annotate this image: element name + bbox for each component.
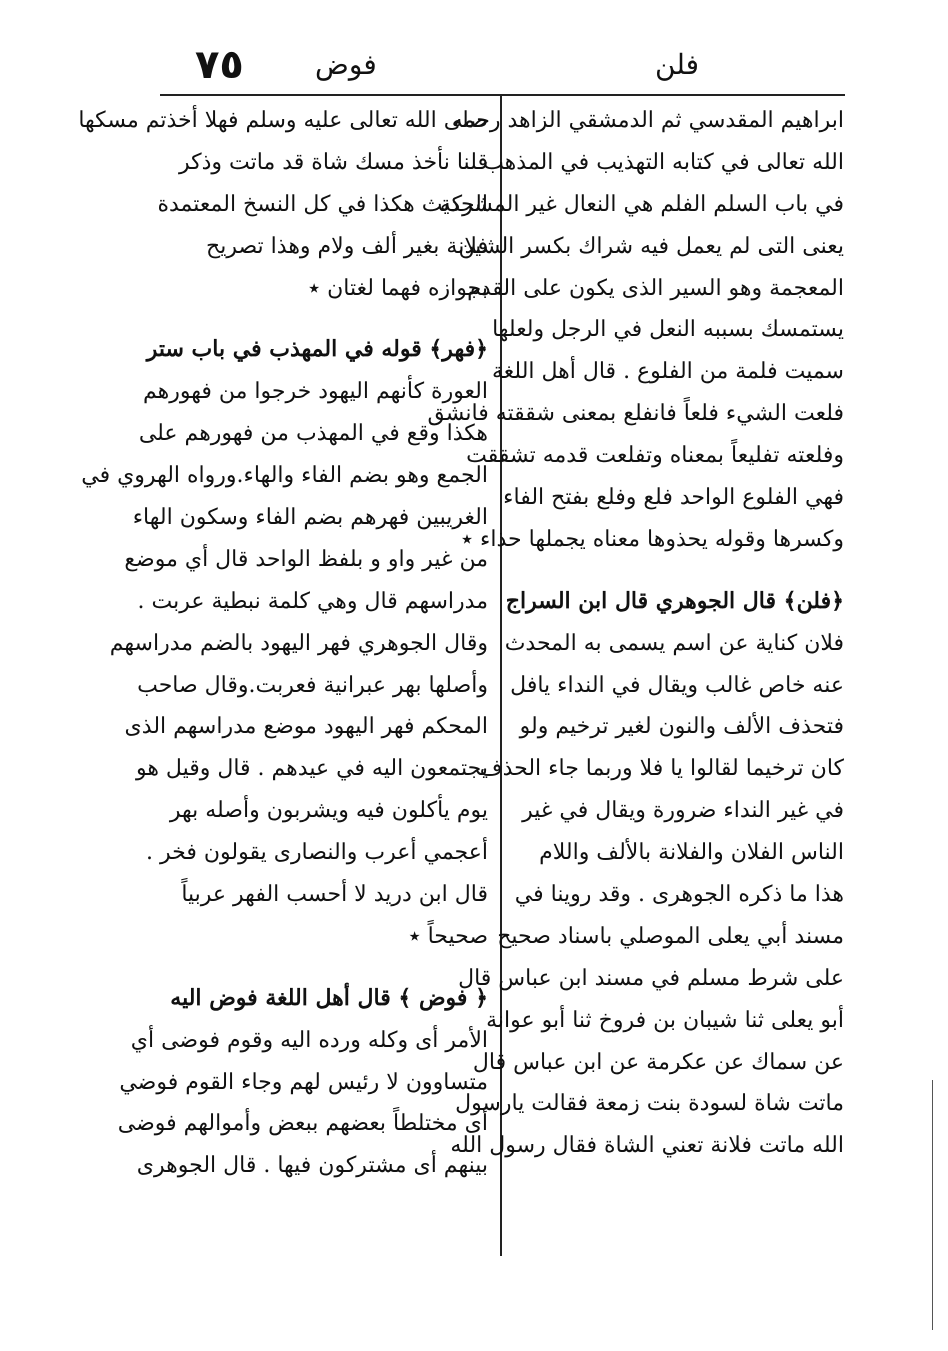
text-line: أبو يعلى ثنا شيبان بن فروخ ثنا أبو عوانة bbox=[486, 1007, 844, 1033]
text-line: متساوون لا رئيس لهم وجاء القوم فوضي bbox=[119, 1069, 488, 1095]
header-rule bbox=[160, 94, 845, 96]
text-line: يعنى التى لم يعمل فيه شراك بكسر الشين bbox=[458, 233, 844, 259]
entry-heading-line: ﴿فهر﴾ قوله في المهذب في باب ستر bbox=[146, 336, 488, 363]
running-headword-left: فوض bbox=[315, 48, 377, 81]
text-line: مسند أبي يعلى الموصلي باسناد صحيح bbox=[497, 923, 844, 949]
paragraph-gap bbox=[162, 309, 488, 329]
text-line: الله ماتت فلانة تعني الشاة فقال رسول الله bbox=[450, 1133, 844, 1159]
text-line: وفلعته تفليعاً بمعناه وتفلعت قدمه تشققت bbox=[466, 443, 844, 469]
text-line: قلنا نأخذ مسك شاة قد ماتت وذكر bbox=[179, 149, 488, 175]
scan-edge-line bbox=[932, 1080, 933, 1330]
page-number: ٧٥ bbox=[195, 42, 244, 88]
text-line: فهي الفلوع الواحد فلع وفلع بفتح الفاء bbox=[503, 485, 844, 511]
text-line: فلعت الشيء فلعاً فانفلع بمعنى شققته فانشق bbox=[427, 401, 844, 427]
text-line: العورة كأنهم اليهود خرجوا من فهورهم bbox=[143, 379, 488, 405]
text-line: هكذا وقع في المهذب من فهورهم على bbox=[138, 421, 488, 447]
text-line: الحديث هكذا في كل النسخ المعتمدة bbox=[157, 191, 488, 217]
text-line: الناس الفلان والفلانة بالألف واللام bbox=[539, 840, 844, 866]
text-line: فتحذف الألف والنون لغير ترخيم ولو bbox=[519, 714, 844, 740]
text-line: الأمر أى وكله ورده اليه وقوم فوضى أي bbox=[130, 1027, 488, 1053]
entry-heading-line: ﴿فلن﴾ قال الجوهري قال ابن السراج bbox=[505, 587, 844, 614]
text-line: عن سماك عن عكرمة عن ابن عباس قال bbox=[472, 1049, 844, 1075]
running-headword-right: فلن bbox=[655, 48, 699, 81]
entry-heading-line: ﴿ فوض ﴾ قال أهل اللغة فوض اليه bbox=[170, 984, 488, 1011]
text-line: وقال الجوهري فهر اليهود بالضم مدراسهم bbox=[109, 630, 488, 656]
text-line: الله تعالى في كتابه التهذيب في المذهب bbox=[483, 149, 844, 175]
paragraph-gap bbox=[162, 958, 488, 978]
left-column bbox=[78, 100, 488, 1187]
text-line: ماتت شاة لسودة بنت زمعة فقالت يارسول bbox=[455, 1091, 844, 1117]
text-line: صلى الله تعالى عليه وسلم فهلا أخذتم مسكها bbox=[78, 108, 488, 133]
text-line: يوم يأكلون فيه ويشربون وأصله بهر bbox=[169, 798, 488, 824]
text-line: بجوازه فهما لغتان ٭ bbox=[308, 275, 488, 301]
text-line: هذا ما ذكره الجوهرى . وقد روينا في bbox=[514, 882, 844, 908]
text-line: المحكم فهر اليهود موضع مدراسهم الذى bbox=[124, 714, 488, 740]
text-line: مدراسهم قال وهي كلمة نبطية عربت . bbox=[137, 588, 488, 614]
text-line: أى مختلطاً بعضهم ببعض وأموالهم فوضى bbox=[117, 1111, 488, 1137]
text-line: ابراهيم المقدسي ثم الدمشقي الزاهد رحمه bbox=[451, 108, 844, 133]
text-line: كان ترخيما لقالوا يا فلا وربما جاء الحذف bbox=[479, 756, 844, 782]
text-line: بينهم أى مشتركون فيها . قال الجوهرى bbox=[136, 1153, 488, 1179]
text-line: فلان كناية عن اسم يسمى به المحدث bbox=[504, 630, 844, 656]
text-line: وأصلها بهر عبرانية فعربت.وقال صاحب bbox=[137, 672, 488, 698]
text-line: وكسرها وقوله يحذوها معناه يجملها حذاء ٭ bbox=[461, 526, 844, 552]
text-line: الغريبين فهرهم بضم الفاء وسكون الهاء bbox=[132, 505, 488, 531]
text-line: قال ابن دريد لا أحسب الفهر عربياً bbox=[181, 882, 488, 908]
text-line: صحيحاً ٭ bbox=[408, 923, 488, 949]
text-line: عنه خاص غالب ويقال في النداء يافل bbox=[510, 672, 844, 698]
text-line: على شرط مسلم في مسند ابن عباس قال bbox=[458, 965, 844, 991]
text-line: سميت فلمة من الفلوع . قال أهل اللغة bbox=[492, 359, 844, 385]
text-line: فلانة بغير ألف ولام وهذا تصريح bbox=[206, 233, 488, 259]
text-line: يجتمعون اليه في عيدهم . قال وقيل هو bbox=[135, 756, 488, 782]
page-header bbox=[165, 42, 845, 92]
text-line: في غير النداء ضرورة ويقال في غير bbox=[522, 798, 844, 824]
text-line: من غير واو و بلفظ الواحد قال أي موضع bbox=[124, 546, 488, 572]
paragraph-gap bbox=[512, 561, 844, 581]
text-line: المعجمة وهو السير الذى يكون على القدم bbox=[467, 275, 844, 301]
text-line: الجمع وهو بضم الفاء والهاء.ورواه الهروي في bbox=[81, 463, 488, 489]
text-line: أعجمي أعرب والنصارى يقولون فخر . bbox=[146, 840, 488, 866]
text-line: يستمسك بسببه النعل في الرجل ولعلها bbox=[492, 317, 844, 343]
text-line: في باب السلم الفلم هي النعال غير المشركة bbox=[439, 191, 844, 217]
